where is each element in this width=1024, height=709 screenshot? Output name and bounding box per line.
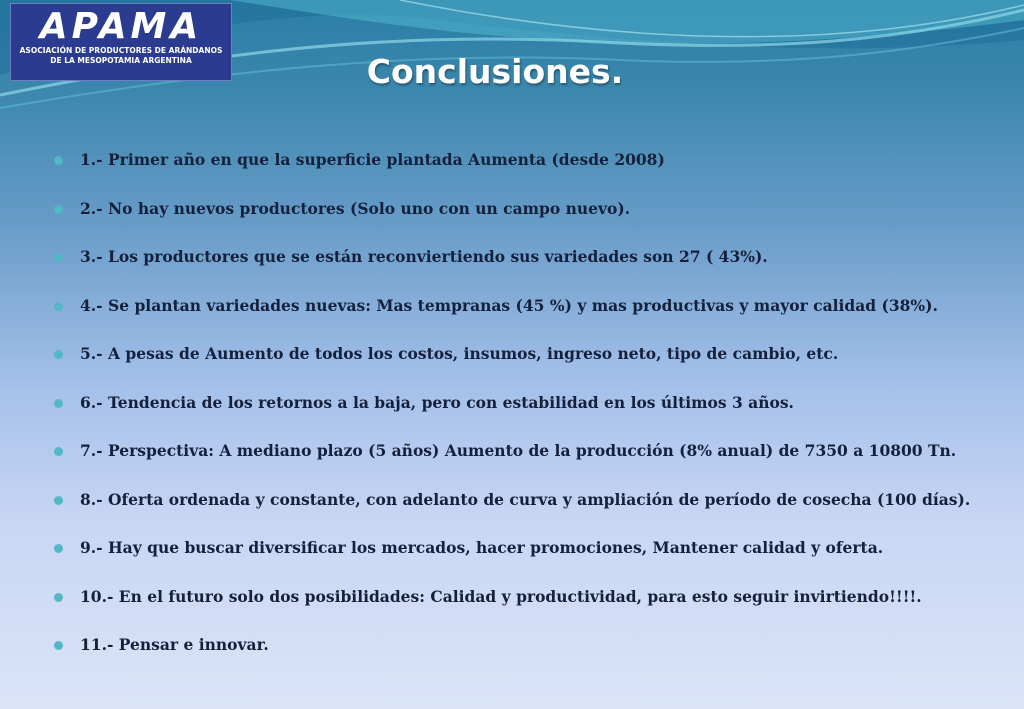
logo-subtitle: ASOCIACIÓN DE PRODUCTORES DE ARÁNDANOS DE LA MESOPOTAMIA ARGENTINA: [19, 46, 223, 65]
bullet-item: [54, 293, 1004, 342]
bullet-dot-icon: [54, 205, 63, 214]
bullet-item: [54, 632, 1004, 681]
bullet-text: 1.- Primer año en que la superficie plantada Aumenta (desde 2008): [80, 150, 665, 169]
bullet-item: [54, 341, 1004, 390]
bullet-text: 8.- Oferta ordenada y constante, con adelanto de curva y ampliación de período de cosecha (100 días).: [80, 489, 971, 509]
bullet-dot-icon: [54, 544, 63, 553]
bullet-dot-icon: [54, 447, 63, 456]
bullet-dot-icon: [54, 253, 63, 262]
bullet-dot-icon: [54, 641, 63, 650]
bullet-text: 4.- Se plantan variedades nuevas: Mas tempranas (45 %) y mas productivas y mayor calidad (38%).: [80, 295, 938, 315]
conclusions-list: [54, 147, 1004, 681]
bullet-item: [54, 584, 1004, 633]
bullet-item: [54, 487, 1004, 536]
bullet-text: 6.- Tendencia de los retornos a la baja, pero con estabilidad en los últimos 3 años.: [80, 392, 794, 412]
bullet-item: [54, 535, 1004, 584]
bullet-text: 10.- En el futuro solo dos posibilidades: Calidad y productividad, para esto seguir invirtiendo!!!!.: [80, 586, 922, 606]
bullet-item: [54, 390, 1004, 439]
bullet-dot-icon: [54, 156, 63, 165]
bullet-text: 9.- Hay que buscar diversificar los mercados, hacer promociones, Mantener calidad y oferta.: [80, 538, 884, 557]
bullet-text: 7.- Perspectiva: A mediano plazo (5 años) Aumento de la producción (8% anual) de 7350 a 10800 Tn.: [80, 441, 957, 460]
bullet-item: [54, 147, 1004, 196]
bullet-item: [54, 196, 1004, 245]
bullet-dot-icon: [54, 302, 63, 311]
bullet-text: 3.- Los productores que se están reconviertiendo sus variedades son 27 ( 43%).: [80, 247, 768, 266]
bullet-text: 5.- A pesas de Aumento de todos los costos, insumos, ingreso neto, tipo de cambio, etc.: [80, 344, 839, 363]
bullet-text: 11.- Pensar e innovar.: [80, 635, 269, 654]
bullet-text: 2.- No hay nuevos productores (Solo uno con un campo nuevo).: [80, 198, 631, 218]
bullet-dot-icon: [54, 496, 63, 505]
bullet-dot-icon: [54, 350, 63, 359]
logo-wordmark: APAMA: [39, 6, 203, 47]
bullet-item: [54, 244, 1004, 293]
apama-logo: [10, 3, 232, 81]
bullet-item: [54, 438, 1004, 487]
bullet-dot-icon: [54, 593, 63, 602]
slide-title: Conclusiones.: [366, 52, 624, 91]
bullet-dot-icon: [54, 399, 63, 408]
